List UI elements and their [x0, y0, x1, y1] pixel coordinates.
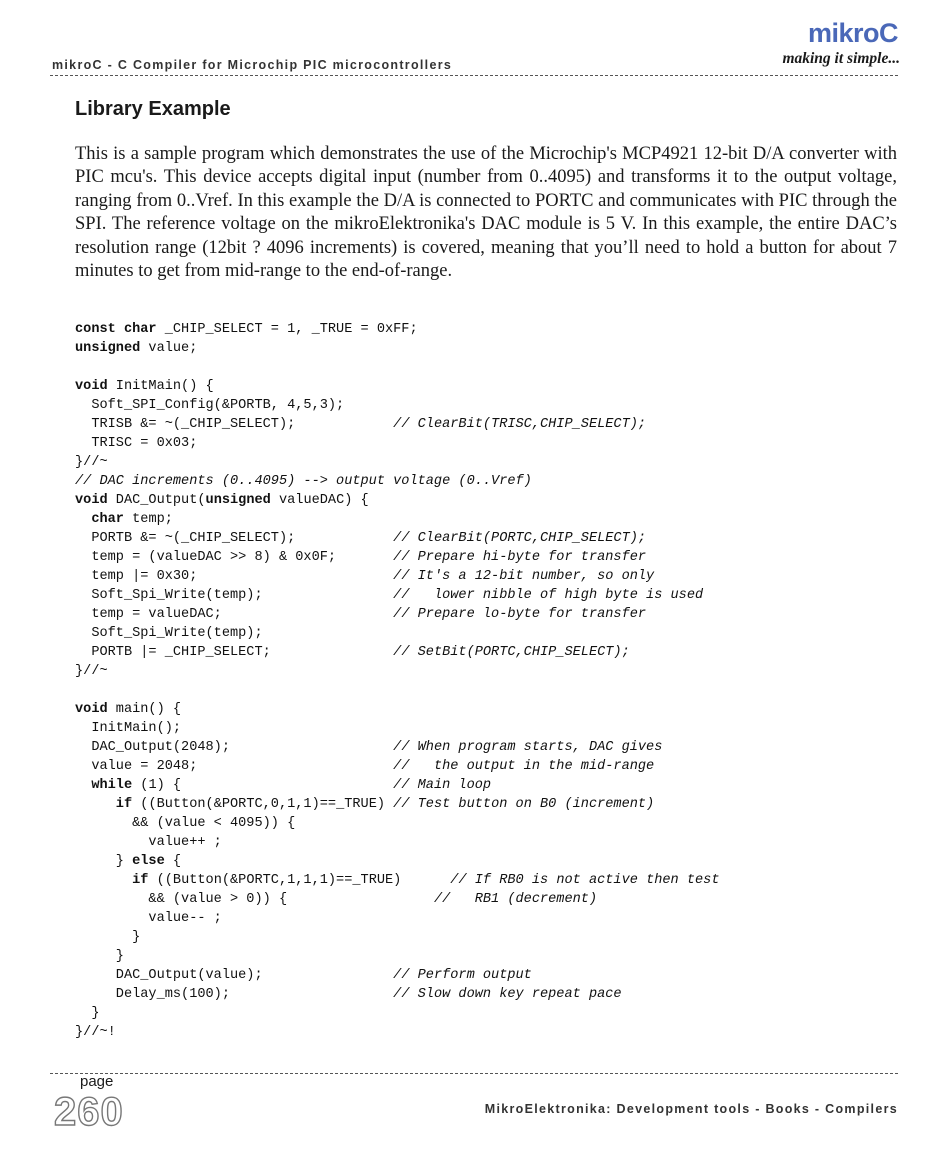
- code-comment: // SetBit(PORTC,CHIP_SELECT);: [393, 645, 630, 660]
- code-text: }//~: [75, 664, 108, 679]
- code-keyword: char: [91, 512, 124, 527]
- code-text: TRISB &= ~(_CHIP_SELECT);: [75, 417, 394, 432]
- code-text: }//~: [75, 455, 108, 470]
- code-line: [75, 1004, 915, 1023]
- code-line: [75, 890, 915, 909]
- code-line: [75, 643, 915, 662]
- code-comment: // Prepare lo-byte for transfer: [393, 607, 647, 622]
- code-line: [75, 795, 915, 814]
- code-line: [75, 586, 915, 605]
- code-keyword: void: [75, 702, 108, 717]
- code-line: [75, 358, 915, 377]
- code-line: [75, 871, 915, 890]
- code-keyword: void: [75, 493, 108, 508]
- code-text: ((Button(&PORTC,1,1,1)==_TRUE): [148, 873, 451, 888]
- code-listing: [75, 320, 915, 1042]
- code-text: value++ ;: [75, 835, 222, 850]
- code-keyword: unsigned: [75, 341, 141, 356]
- code-line: [75, 757, 915, 776]
- code-comment: // When program starts, DAC gives: [393, 740, 663, 755]
- code-text: [75, 873, 132, 888]
- code-text: InitMain();: [75, 721, 182, 736]
- code-keyword: while: [91, 778, 133, 793]
- code-line: [75, 738, 915, 757]
- code-text: Soft_Spi_Write(temp);: [75, 626, 263, 641]
- code-text: _CHIP_SELECT = 1, _TRUE = 0xFF;: [156, 322, 418, 337]
- code-line: [75, 719, 915, 738]
- code-text: }//~!: [75, 1025, 116, 1040]
- mikroc-logo: mikroC: [807, 18, 898, 48]
- code-line: [75, 814, 915, 833]
- code-line: [75, 567, 915, 586]
- code-comment: // lower nibble of high byte is used: [393, 588, 704, 603]
- code-line: [75, 415, 915, 434]
- page-label: page: [80, 1073, 114, 1090]
- code-keyword: const char: [75, 322, 157, 337]
- code-text: temp = (valueDAC >> 8) & 0x0F;: [75, 550, 394, 565]
- code-line: [75, 662, 915, 681]
- code-text: value-- ;: [75, 911, 222, 926]
- code-comment: // It's a 12-bit number, so only: [393, 569, 655, 584]
- code-text: (1) {: [132, 778, 394, 793]
- code-line: [75, 776, 915, 795]
- code-line: [75, 681, 915, 700]
- code-line: [75, 947, 915, 966]
- code-line: [75, 434, 915, 453]
- code-text: [75, 797, 116, 812]
- code-comment: // ClearBit(TRISC,CHIP_SELECT);: [393, 417, 647, 432]
- code-line: [75, 548, 915, 567]
- code-text: }: [75, 854, 133, 869]
- code-text: PORTB &= ~(_CHIP_SELECT);: [75, 531, 394, 546]
- header-divider: [50, 75, 898, 76]
- code-line: [75, 510, 915, 529]
- code-text: DAC_Output(: [107, 493, 206, 508]
- code-line: [75, 377, 915, 396]
- code-line: [75, 320, 915, 339]
- code-text: DAC_Output(2048);: [75, 740, 394, 755]
- code-text: {: [164, 854, 182, 869]
- code-line: [75, 909, 915, 928]
- code-text: value = 2048;: [75, 759, 394, 774]
- header-title: mikroC - C Compiler for Microchip PIC microcontrollers: [52, 58, 453, 72]
- code-text: main() {: [107, 702, 182, 717]
- code-comment: // Slow down key repeat pace: [393, 987, 622, 1002]
- code-line: [75, 852, 915, 871]
- code-text: Soft_Spi_Write(temp);: [75, 588, 394, 603]
- code-comment: // the output in the mid-range: [393, 759, 655, 774]
- code-line: [75, 472, 915, 491]
- code-line: [75, 833, 915, 852]
- code-line: [75, 624, 915, 643]
- code-line: [75, 966, 915, 985]
- code-text: InitMain() {: [107, 379, 214, 394]
- code-text: && (value < 4095)) {: [75, 816, 296, 831]
- code-text: [75, 778, 91, 793]
- code-line: [75, 453, 915, 472]
- code-keyword: if: [132, 873, 149, 888]
- code-comment: // Main loop: [393, 778, 492, 793]
- code-text: temp = valueDAC;: [75, 607, 394, 622]
- code-text: value;: [140, 341, 198, 356]
- code-comment: // Test button on B0 (increment): [393, 797, 655, 812]
- code-comment: // DAC increments (0..4095) --> output voltage (0..Vref): [75, 474, 532, 489]
- footer-publisher: MikroElektronika: Development tools - Books - Compilers: [484, 1102, 898, 1116]
- code-comment: // ClearBit(PORTC,CHIP_SELECT);: [393, 531, 647, 546]
- code-keyword: unsigned: [205, 493, 271, 508]
- code-comment: // If RB0 is not active then test: [450, 873, 720, 888]
- code-comment: // Prepare hi-byte for transfer: [393, 550, 647, 565]
- footer-divider: [50, 1073, 898, 1074]
- code-text: valueDAC) {: [270, 493, 369, 508]
- code-text: && (value > 0)) {: [75, 892, 434, 907]
- code-line: [75, 491, 915, 510]
- code-line: [75, 700, 915, 719]
- code-text: PORTB |= _CHIP_SELECT;: [75, 645, 394, 660]
- code-keyword: if: [115, 797, 133, 812]
- intro-paragraph: This is a sample program which demonstrates the use of the Microchip's MCP4921 12-bit D/A converter with PIC mcu's. This device accepts digital input (number from 0..4095) and transforms it to the output voltage, ranging from 0..Vref. In this example the D/A is connected to PORTC and communicates with PIC through the SPI. The reference voltage on the mikroElektronika's DAC module is 5 V. In this example, the entire DAC’s resolution range (12bit ? 4096 increments) is covered, meaning that you’ll need to hold a button for about 7 minutes to get from mid-range to the end-of-range.: [75, 144, 897, 282]
- code-line: [75, 605, 915, 624]
- code-line: [75, 1023, 915, 1042]
- code-text: ((Button(&PORTC,0,1,1)==_TRUE): [132, 797, 394, 812]
- header-tagline: making it simple...: [782, 50, 900, 67]
- code-line: [75, 396, 915, 415]
- code-comment: // RB1 (decrement): [433, 892, 598, 907]
- code-text: Delay_ms(100);: [75, 987, 394, 1002]
- code-text: Soft_SPI_Config(&PORTB, 4,5,3);: [75, 398, 345, 413]
- code-line: [75, 985, 915, 1004]
- code-keyword: else: [132, 854, 165, 869]
- code-comment: // Perform output: [393, 968, 532, 983]
- code-text: TRISC = 0x03;: [75, 436, 198, 451]
- code-text: }: [75, 930, 141, 945]
- code-text: temp;: [123, 512, 173, 527]
- code-line: [75, 928, 915, 947]
- code-line: [75, 339, 915, 358]
- code-text: [75, 512, 91, 527]
- code-keyword: void: [75, 379, 108, 394]
- code-text: DAC_Output(value);: [75, 968, 394, 983]
- code-text: temp |= 0x30;: [75, 569, 394, 584]
- section-title: Library Example: [75, 98, 231, 120]
- page-number: 260: [54, 1090, 124, 1134]
- code-line: [75, 529, 915, 548]
- code-text: }: [75, 949, 124, 964]
- code-text: }: [75, 1006, 100, 1021]
